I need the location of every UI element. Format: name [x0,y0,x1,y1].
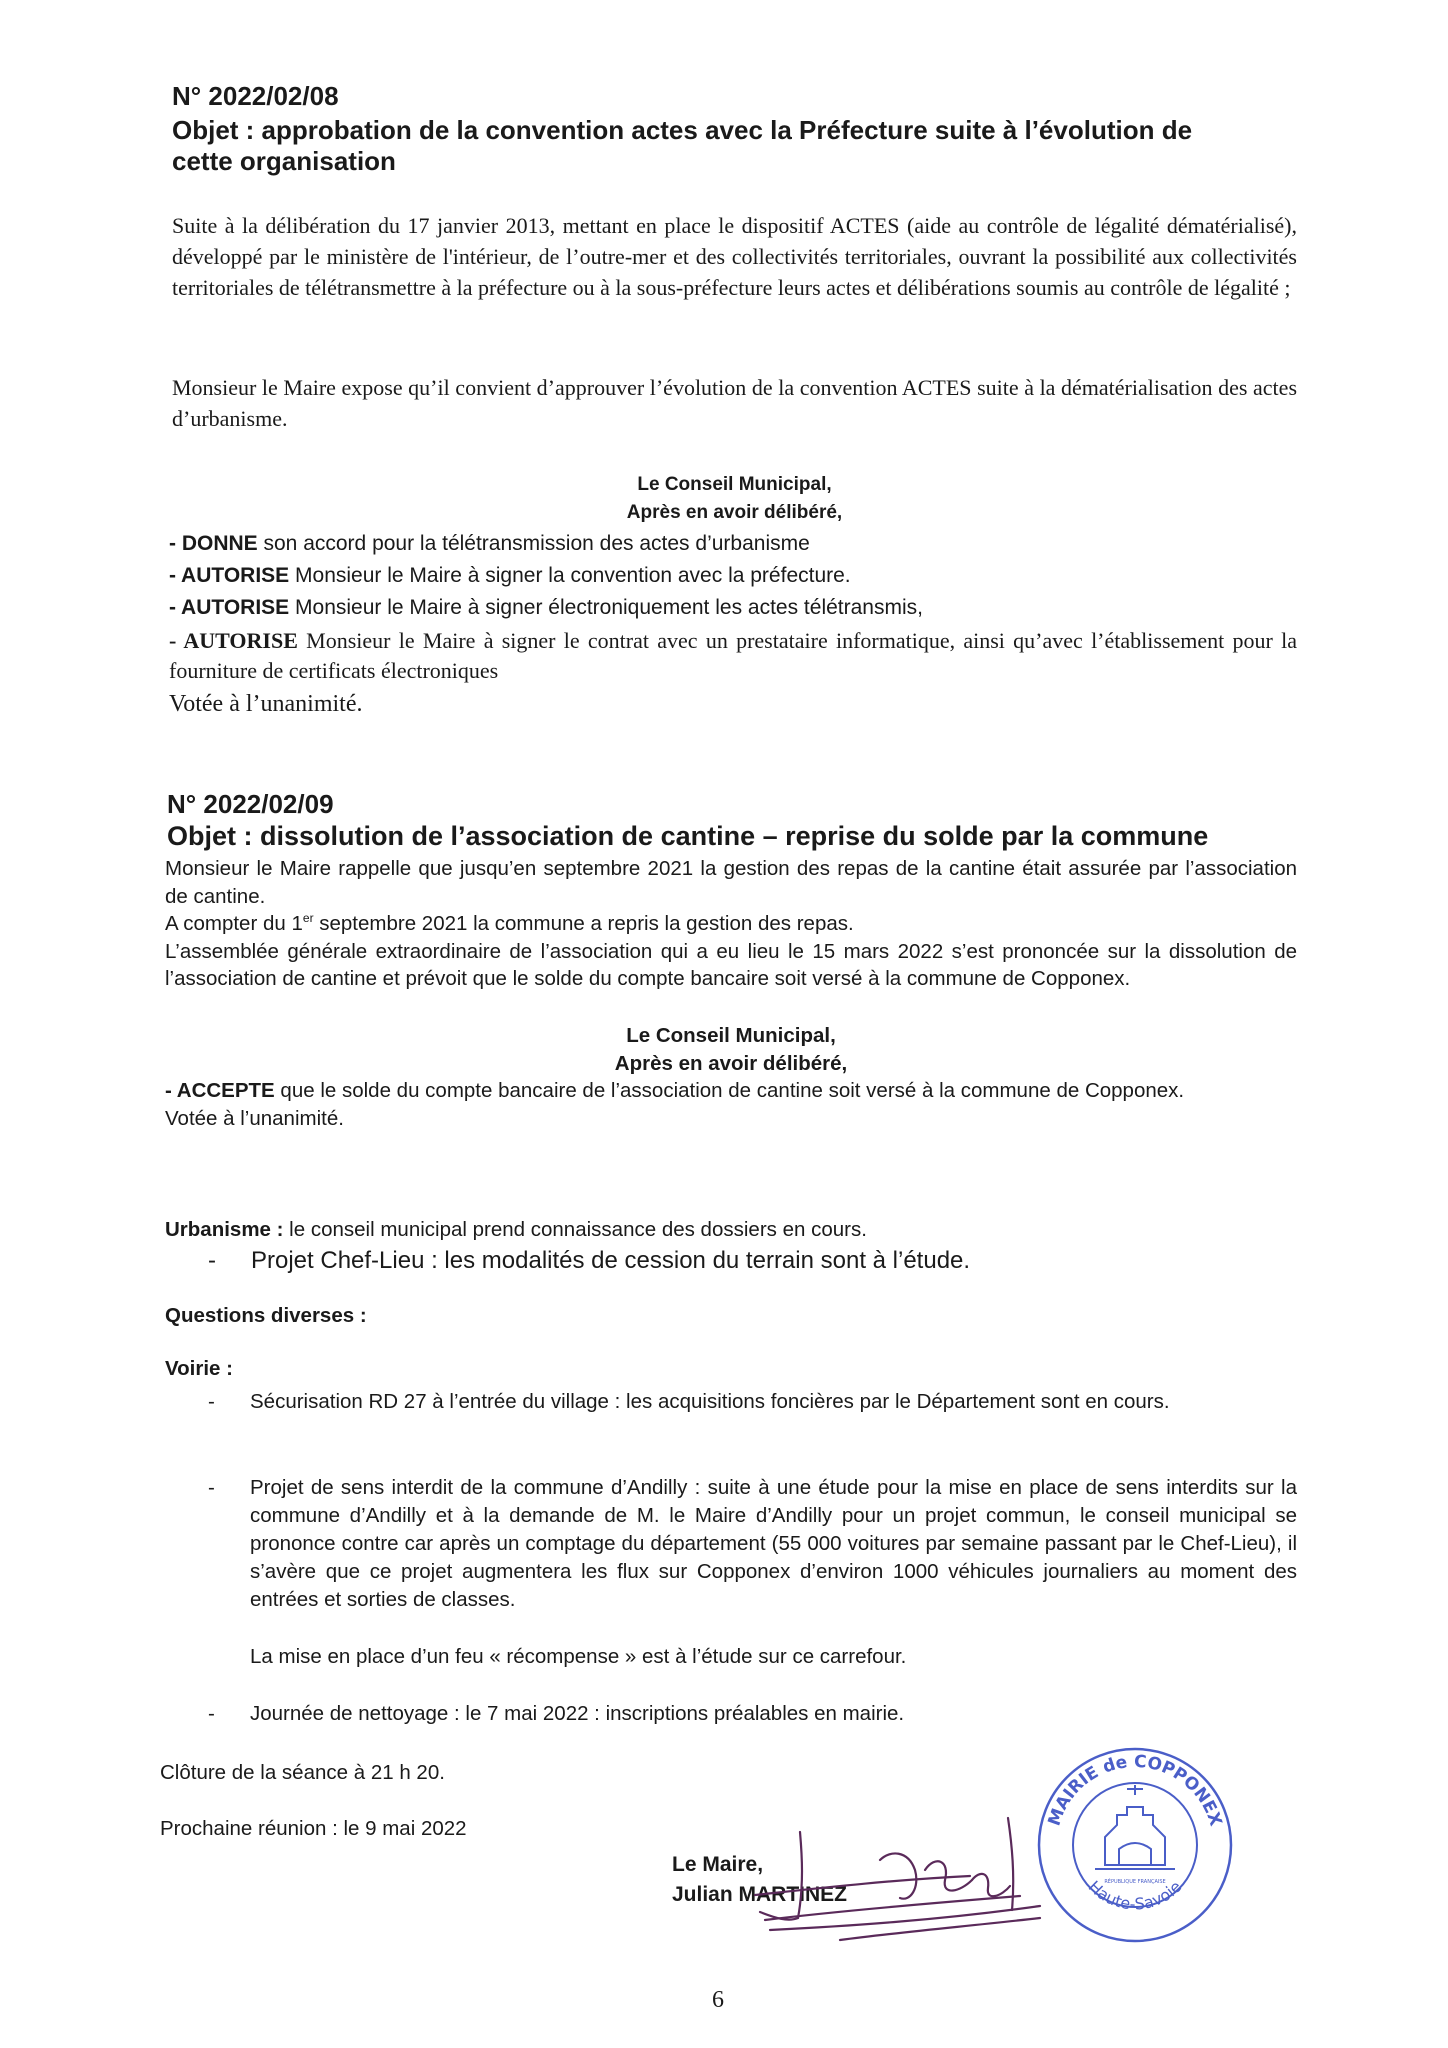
voirie-item1: Sécurisation RD 27 à l’entrée du village : les acquisitions foncières par le Département sont en cours. [250,1390,1170,1413]
stamp-top-text: MAIRIE de COPPONEX [1044,1751,1226,1829]
section-08-subject-line2: cette organisation [172,146,396,176]
urbanisme-line: Urbanisme : le conseil municipal prend connaissance des dossiers en cours. [165,1218,867,1241]
section-09-subject: Objet : dissolution de l’association de cantine – reprise du solde par la commune [167,821,1209,851]
urbanisme-bullet-dash: - [208,1247,216,1274]
section-08-paragraph-2: Monsieur le Maire expose qu’il convient d’approuver l’évolution de la convention ACTES suite à la dématérialisation des actes d’urbanisme. [172,375,1297,431]
stamp-inner-text: RÉPUBLIQUE FRANÇAISE [1104,1879,1166,1885]
decision-autorise-convention: - AUTORISE Monsieur le Maire à signer la convention avec la préfecture. [169,564,851,587]
cloture-seance: Clôture de la séance à 21 h 20. [160,1761,445,1784]
questions-diverses-heading: Questions diverses : [165,1304,367,1327]
section-09-council-heading [165,1022,1297,1077]
prochaine-reunion: Prochaine réunion : le 9 mai 2022 [160,1817,467,1840]
section-08-paragraph-1: Suite à la délibération du 17 janvier 2013, mettant en place le dispositif ACTES (aide au contrôle de légalité dématérialisé), développé par le ministère de l'intérieur, de l’outre-mer et des collectivités territoriales, ouvrant la possibilité aux collectivités territoriales de télétransmettre à la préfecture ou à la sous-préfecture leurs actes et délibérations soumis au contrôle de légalité ; [172,213,1297,300]
deliberated-label: Après en avoir délibéré, [626,502,843,523]
stamp-bottom-text: Haute-Savoie [1084,1876,1186,1914]
voirie-item2: Projet de sens interdit de la commune d’Andilly : suite à une étude pour la mise en place de sens interdits sur la commune d’Andilly et à la demande de M. le Maire d’Andilly pour un projet commun, le conseil municipal se prononce contre car après un comptage du département (55 000 voitures par semaine passant par le Chef-Lieu), il s’avère que ce projet augmentera les flux sur Copponex d’environ 1000 véhicules journaliers au moment des entrées et sorties de classes. [250,1476,1297,1611]
stamp-emblem-icon [1095,1785,1175,1869]
voirie-item1-dash: - [208,1390,215,1413]
signature-name: Julian MARTINEZ [672,1883,848,1906]
decision-autorise-prestataire: - AUTORISE Monsieur le Maire à signer le contrat avec un prestataire informatique, ainsi qu’avec l’établissement pour la fourniture de certificats électroniques [169,628,1297,683]
decision-accepte: - ACCEPTE que le solde du compte bancaire de l’association de cantine soit versé à la commune de Copponex. [165,1079,1185,1102]
section-09-body [165,855,1297,993]
section-09-paragraph-3: L’assemblée générale extraordinaire de l’association qui a eu lieu le 15 mars 2022 s’est prononcée sur la dissolution de l’association de cantine et prévoit que le solde du compte bancaire soit versé à la commune de Copponex. [165,939,1297,990]
section-08-number: N° 2022/02/08 [172,81,339,111]
signature-title: Le Maire, [672,1853,764,1876]
council-label: Le Conseil Municipal, [626,1024,836,1047]
voirie-item3: Journée de nettoyage : le 7 mai 2022 : inscriptions préalables en mairie. [250,1702,905,1725]
decision-autorise-signature: - AUTORISE Monsieur le Maire à signer électroniquement les actes télétransmis, [169,596,923,619]
section-09-decision [165,1077,1297,1132]
voirie-item3-dash: - [208,1702,215,1725]
voirie-item2-note: La mise en place d’un feu « récompense » est à l’étude sur ce carrefour. [250,1645,907,1668]
section-08-subject-line1: Objet : approbation de la convention actes avec la Préfecture suite à l’évolution de [172,115,1193,145]
page-number: 6 [712,1987,724,2013]
section-08-council-heading [172,471,1297,527]
section-09-number: N° 2022/02/09 [167,789,334,819]
council-label: Le Conseil Municipal, [637,474,832,495]
section-09-paragraph-2: A compter du 1er septembre 2021 la commune a repris la gestion des repas. [165,911,854,935]
section-08-decisions [169,528,1299,624]
section-08-vote: Votée à l’unanimité. [169,691,363,717]
decision-donne: - DONNE son accord pour la télétransmission des actes d’urbanisme [169,532,810,555]
mairie-stamp [1035,1745,1235,1945]
section-09-paragraph-1: Monsieur le Maire rappelle que jusqu’en septembre 2021 la gestion des repas de la cantine était assurée par l’association de cantine. [165,857,1297,908]
voirie-item2-dash: - [208,1476,215,1499]
voirie-heading: Voirie : [165,1357,233,1380]
section-08-subject [172,115,1312,177]
deliberated-label: Après en avoir délibéré, [614,1051,848,1075]
urbanisme-bullet-text: Projet Chef-Lieu : les modalités de cession du terrain sont à l’étude. [251,1247,971,1274]
section-09-vote: Votée à l’unanimité. [165,1106,344,1130]
